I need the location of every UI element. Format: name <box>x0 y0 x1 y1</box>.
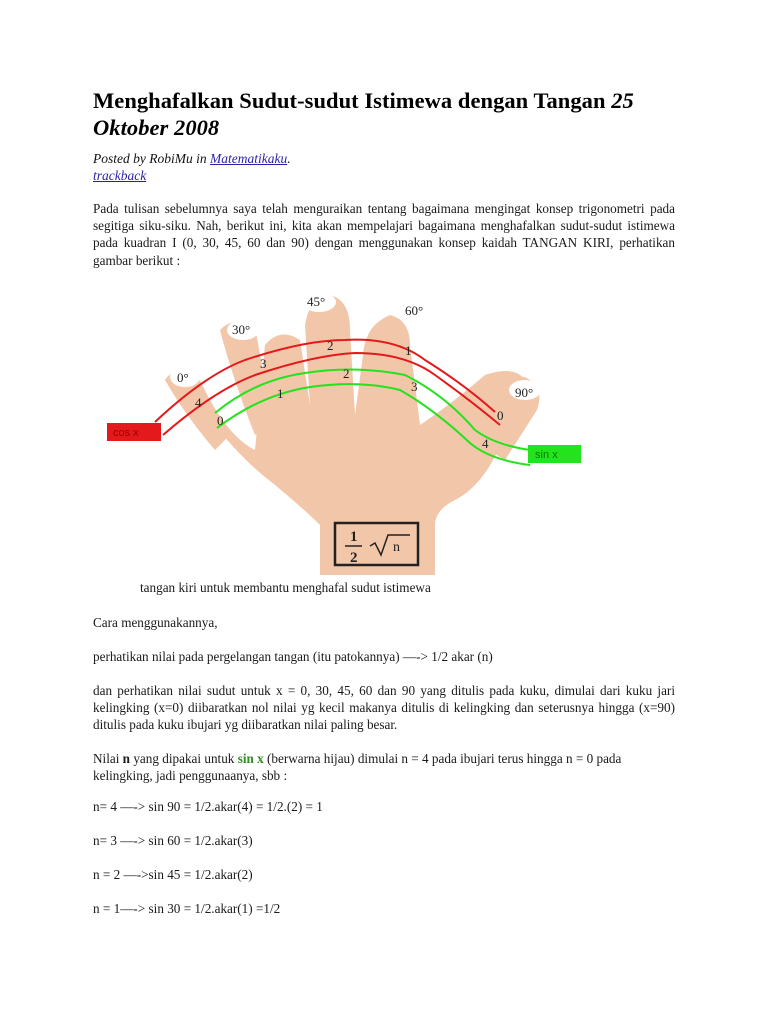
svg-text:4: 4 <box>482 436 489 451</box>
label-0: 0° <box>177 370 189 385</box>
page-title <box>93 87 675 141</box>
svg-text:1: 1 <box>405 343 412 358</box>
intro-paragraph: Pada tulisan sebelumnya saya telah menguraikan tentang bagaimana mengingat konsep trigonometri pada segitiga siku-siku. Nah, berikut ini, kita akan mempelajari bagaimana menghafalkan sudut-sudut istimewa pada kuadran I (0, 30, 45, 60 dan 90) dengan menggunakan konsep kaidah TANGAN KIRI, perhatikan gambar berikut : <box>93 201 675 268</box>
formula-line: n = 2 —->sin 45 = 1/2.akar(2) <box>93 867 253 882</box>
explanation-paragraph: dan perhatikan nilai sudut untuk x = 0, 30, 45, 60 dan 90 yang ditulis pada kuku, dimulai dari kuku jari kelingking (x=0) diibaratkan nol nilai yg kecil makanya ditulis di kelingking dan seterusnya hingga (x=90) ditulis pada kuku ibujari yg diibaratkan nilai paling besar. <box>93 683 675 733</box>
label-60: 60° <box>405 303 424 318</box>
formula-line: n= 4 —-> sin 90 = 1/2.akar(4) = 1/2.(2) = 1 <box>93 799 323 814</box>
n-symbol: n <box>122 751 131 766</box>
label-45: 45° <box>307 294 326 309</box>
figure-caption: tangan kiri untuk membantu menghafal sudut istimewa <box>140 580 431 595</box>
posted-by: Posted by RobiMu in <box>93 151 207 166</box>
hand-illustration <box>105 285 595 575</box>
svg-text:1: 1 <box>277 386 284 401</box>
svg-text:3: 3 <box>260 356 267 371</box>
formula-line: n= 3 —-> sin 60 = 1/2.akar(3) <box>93 833 253 848</box>
sin-x-highlight: sin x <box>237 751 264 766</box>
svg-text:n: n <box>393 540 400 555</box>
label-90: 90° <box>515 385 534 400</box>
title-date: 25 Oktober 2008 <box>93 88 634 140</box>
svg-text:3: 3 <box>411 379 418 394</box>
left-hand-figure <box>105 285 595 575</box>
title-main: Menghafalkan Sudut-sudut Istimewa dengan Tangan <box>93 88 606 113</box>
trackback-link[interactable]: trackback <box>93 168 147 183</box>
n-value-paragraph: Nilai n yang dipakai untuk sin x (berwarna hijau) dimulai n = 4 pada ibujari terus hingga n = 0 pada kelingking, jadi penggunaanya, sbb : <box>93 751 622 784</box>
svg-text:sin x: sin x <box>535 449 558 461</box>
svg-text:0: 0 <box>217 413 224 428</box>
category-link[interactable]: Matematikaku <box>209 151 288 166</box>
label-30: 30° <box>232 322 251 337</box>
svg-text:2: 2 <box>327 338 334 353</box>
post-meta <box>93 150 291 184</box>
svg-text:0: 0 <box>497 408 504 423</box>
svg-text:4: 4 <box>195 395 202 410</box>
wrist-reference-paragraph: perhatikan nilai pada pergelangan tangan (itu patokannya) —-> 1/2 akar (n) <box>93 649 493 664</box>
formula-line: n = 1—-> sin 30 = 1/2.akar(1) =1/2 <box>93 901 281 916</box>
cos-label: cos x <box>113 427 139 439</box>
usage-heading: Cara menggunakannya, <box>93 615 218 630</box>
svg-text:2: 2 <box>343 366 350 381</box>
svg-text:1: 1 <box>350 529 358 545</box>
category-suffix: . <box>287 151 291 166</box>
svg-text:2: 2 <box>350 550 358 566</box>
